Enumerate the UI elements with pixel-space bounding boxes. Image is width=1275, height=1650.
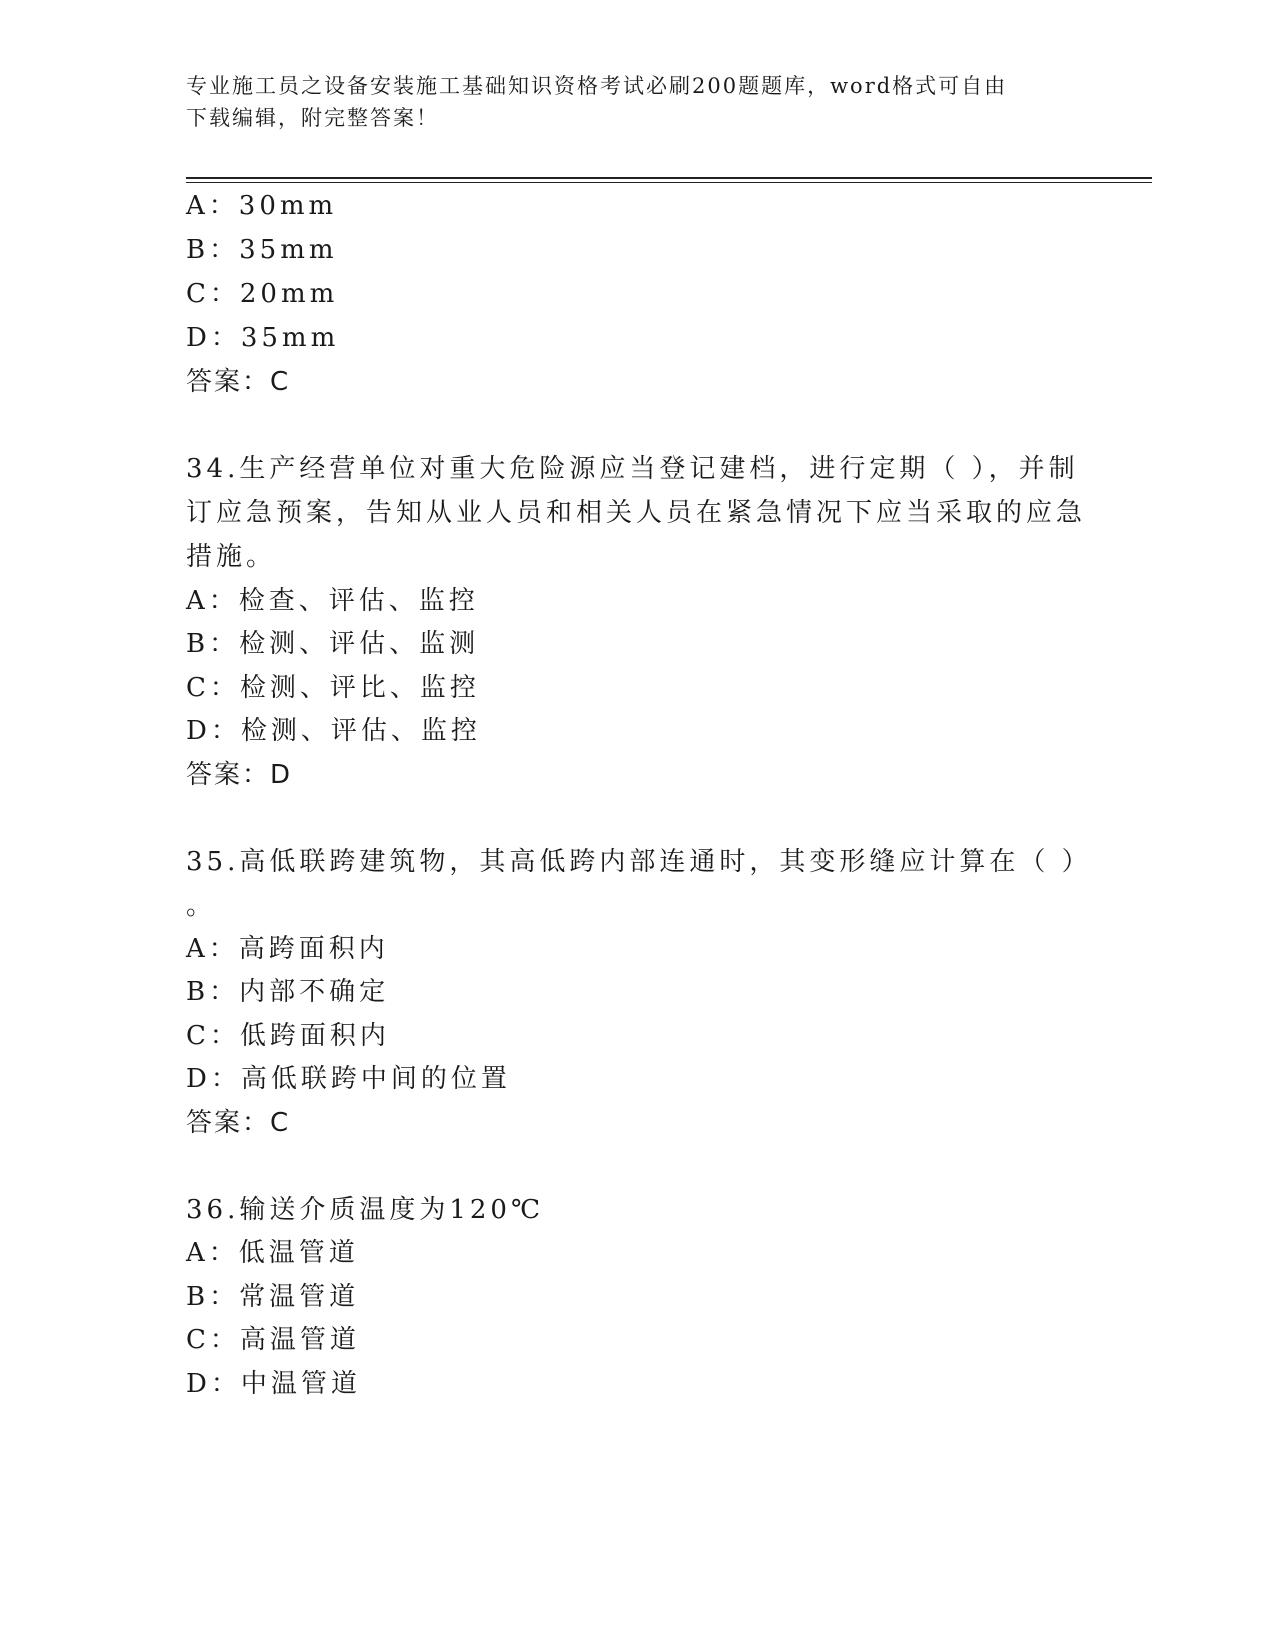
q34-answer: 答案：D [186,760,293,790]
document-header [186,70,1066,134]
header-divider-thin [186,182,1152,183]
q33-option-d: D：35mm [186,323,340,353]
q36-option-d: D：中温管道 [186,1369,361,1399]
q35-question-line-2: 。 [186,891,217,921]
q34-question-line-1: 34.生产经营单位对重大危险源应当登记建档，进行定期（ ），并制 [186,454,1079,484]
q35-option-c: C：低跨面积内 [186,1021,390,1051]
q36-option-a: A：低温管道 [186,1238,359,1268]
header-line-2: 下载编辑，附完整答案！ [186,106,439,130]
q34-question-line-3: 措施。 [186,542,277,572]
q35-option-d: D：高低联跨中间的位置 [186,1064,511,1094]
q35-question-line-1: 35.高低联跨建筑物，其高低跨内部连通时，其变形缝应计算在（ ） [186,847,1092,877]
q35-answer: 答案：C [186,1108,291,1138]
q33-option-c: C：20mm [186,279,339,309]
q34-option-c: C：检测、评比、监控 [186,673,480,703]
q33-option-a: A：30mm [186,191,338,221]
q34-question-line-2: 订应急预案，告知从业人员和相关人员在紧急情况下应当采取的应急 [186,498,1087,528]
q36-option-c: C：高温管道 [186,1325,360,1355]
q36-question-line-1: 36.输送介质温度为120℃ [186,1195,545,1225]
header-divider-thick [186,177,1152,179]
q33-option-b: B：35mm [186,235,338,265]
header-line-1: 专业施工员之设备安装施工基础知识资格考试必刷200题题库，word格式可自由 [186,74,1008,98]
q34-option-a: A：检查、评估、监控 [186,586,479,616]
q35-option-a: A：高跨面积内 [186,934,389,964]
q34-option-d: D：检测、评估、监控 [186,716,481,746]
q35-option-b: B：内部不确定 [186,977,390,1007]
q34-option-b: B：检测、评估、监测 [186,629,480,659]
q36-option-b: B：常温管道 [186,1282,360,1312]
q33-answer: 答案：C [186,367,291,397]
